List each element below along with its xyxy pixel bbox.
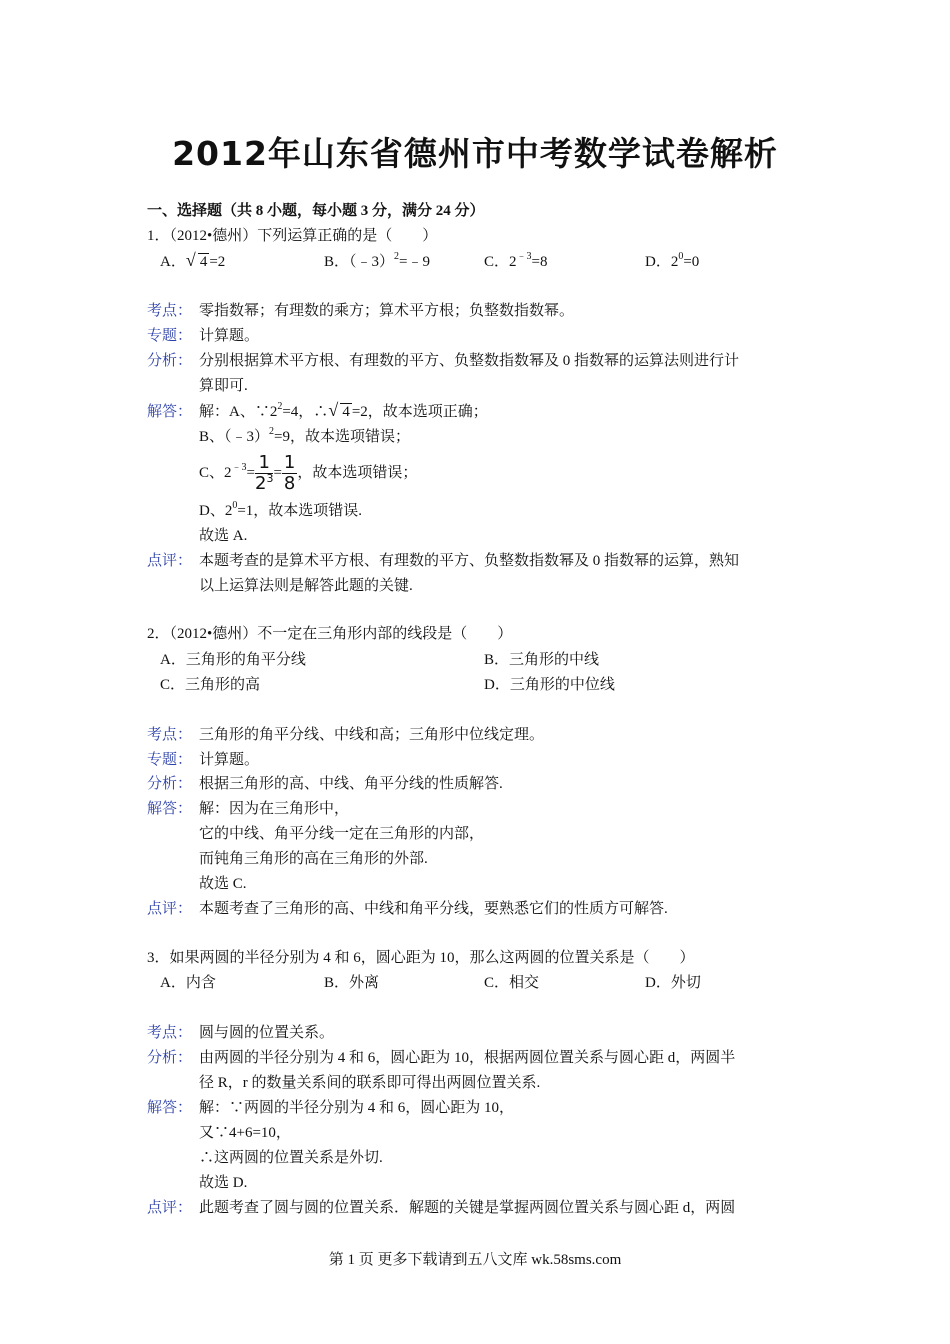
q1-jieda-a: 解：A、$\because 2^2=4$，∴ √ 4 =2，故本选项正确； <box>199 400 488 420</box>
q1-kaodian-label: 考点： <box>147 303 193 319</box>
q3-option-a: A．内含 <box>160 975 216 991</box>
q2-option-d: D．三角形的中位线 <box>484 677 615 693</box>
q3-jieda-line2: 又∵4+6=10， <box>199 1125 291 1141</box>
q3-option-d: D．外切 <box>645 975 701 991</box>
q3-fenxi-line2: 径 R，r 的数量关系间的联系即可得出两圆位置关系. <box>199 1075 541 1091</box>
q2-option-c: C．三角形的高 <box>160 677 261 693</box>
q2-fenxi: 根据三角形的高、中线、角平分线的性质解答. <box>199 776 503 792</box>
q2-kaodian-label: 考点： <box>147 727 193 743</box>
q1-kaodian: 零指数幂；有理数的乘方；算术平方根；负整数指数幂。 <box>199 303 575 319</box>
q1-fenxi-line2: 算即可. <box>199 378 248 394</box>
q3-fenxi-line1: 由两圆的半径分别为 4 和 6，圆心距为 10，根据两圆位置关系与圆心距 d，两圆半 <box>199 1050 736 1066</box>
q3-option-b: B．外离 <box>324 975 380 991</box>
q1-jieda-b: B、（﹣3）$^2$=9，故本选项错误； <box>199 426 410 445</box>
q2-jieda-line3: 而钝角三角形的高在三角形的外部. <box>199 851 428 867</box>
q2-jieda-line4: 故选 C. <box>199 876 247 892</box>
q1-dianping-line1: 本题考查的是算术平方根、有理数的平方、负整数指数幂及 0 指数幂的运算，熟知 <box>199 553 740 569</box>
q2-option-a: A．三角形的角平分线 <box>160 652 306 668</box>
q2-stem: 2．（2012•德州）不一定在三角形内部的线段是（ ） <box>147 626 513 642</box>
page-footer: 第 1 页 更多下载请到五八文库 wk.58sms.com <box>328 1252 622 1268</box>
q1-option-b: B．（﹣3）$^2$=﹣9 <box>324 251 430 270</box>
q1-fenxi-line1: 分别根据算术平方根、有理数的平方、负整数指数幂及 0 指数幂的运算法则进行计 <box>199 353 740 369</box>
q2-zhuanti-label: 专题： <box>147 752 193 768</box>
q3-stem: 3．如果两圆的半径分别为 4 和 6，圆心距为 10，那么这两圆的位置关系是（ ） <box>147 950 695 966</box>
q1-option-d: D．$2^0=0$ <box>645 251 700 270</box>
q3-jieda-line4: 故选 D. <box>199 1175 248 1191</box>
q3-dianping-label: 点评： <box>147 1200 193 1216</box>
q2-jieda-label: 解答： <box>147 801 193 817</box>
q1-jieda-c: C、$2^{﹣3}=$ $\frac{1}{2^3}$ = $\frac{1}{8}$ ，故本选项错误； <box>199 452 418 495</box>
q2-dianping: 本题考查了三角形的高、中线和角平分线，要熟悉它们的性质方可解答. <box>199 901 668 917</box>
fraction: $\frac{1}{8}$ <box>283 452 296 495</box>
q3-option-c: C．相交 <box>484 975 540 991</box>
q3-jieda-line3: ∴这两圆的位置关系是外切. <box>199 1150 383 1166</box>
q1-option-a: A． √ 4 =2 <box>160 250 226 270</box>
q3-jieda-label: 解答： <box>147 1100 193 1116</box>
q1-option-c: C．$2^{﹣3}=8$ <box>484 251 548 270</box>
q1-jieda-d: D、$2^0=1$，故本选项错误. <box>199 500 363 519</box>
q1-zhuanti-label: 专题： <box>147 328 193 344</box>
q3-kaodian-label: 考点： <box>147 1025 193 1041</box>
q1-stem: 1．（2012•德州）下列运算正确的是（ ） <box>147 228 438 244</box>
q2-kaodian: 三角形的角平分线、中线和高；三角形中位线定理。 <box>199 727 545 743</box>
q1-zhuanti: 计算题。 <box>199 328 260 344</box>
fraction: $\frac{1}{2^3}$ <box>254 452 274 495</box>
q3-jieda-line1: 解：∵两圆的半径分别为 4 和 6，圆心距为 10， <box>199 1100 515 1116</box>
q2-zhuanti: 计算题。 <box>199 752 260 768</box>
q2-fenxi-label: 分析： <box>147 776 193 792</box>
sqrt-symbol: √ 4 <box>328 400 350 420</box>
q1-jieda-end: 故选 A. <box>199 528 248 544</box>
sqrt-symbol: √ 4 <box>185 250 208 270</box>
q1-jieda-label: 解答： <box>147 404 193 420</box>
q2-jieda-line1: 解：因为在三角形中， <box>199 801 350 817</box>
q1-dianping-line2: 以上运算法则是解答此题的关键. <box>199 578 413 594</box>
q2-jieda-line2: 它的中线、角平分线一定在三角形的内部， <box>199 826 485 842</box>
section-heading: 一、选择题（共 8 小题，每小题 3 分，满分 24 分） <box>147 203 485 219</box>
q1-fenxi-label: 分析： <box>147 353 193 369</box>
q3-fenxi-label: 分析： <box>147 1050 193 1066</box>
q2-dianping-label: 点评： <box>147 901 193 917</box>
q1-dianping-label: 点评： <box>147 553 193 569</box>
q3-kaodian: 圆与圆的位置关系。 <box>199 1025 335 1041</box>
q3-dianping: 此题考查了圆与圆的位置关系．解题的关键是掌握两圆位置关系与圆心距 d，两圆 <box>199 1200 736 1216</box>
q2-option-b: B．三角形的中线 <box>484 652 600 668</box>
page-title: 2012年山东省德州市中考数学试卷解析 <box>172 134 778 173</box>
